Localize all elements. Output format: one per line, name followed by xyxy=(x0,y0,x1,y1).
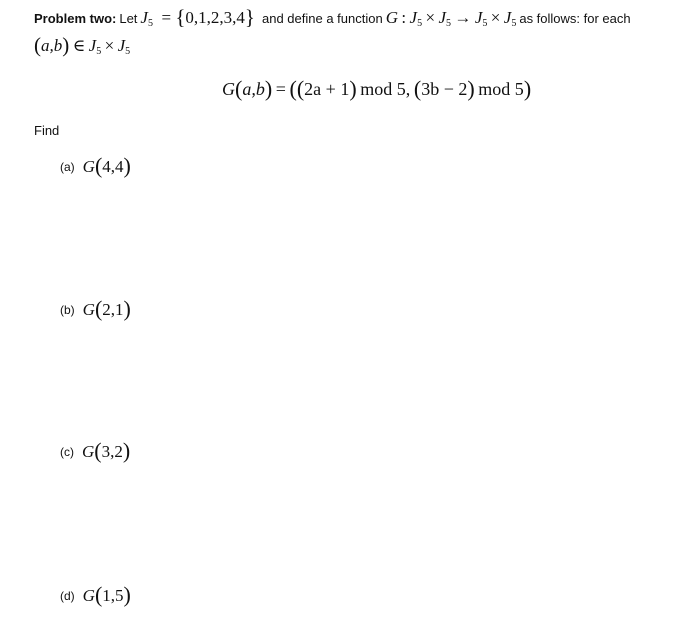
function-formula: G(a,b) = ((2a + 1) mod 5, (3b − 2) mod 5) xyxy=(222,76,532,101)
part-c xyxy=(60,438,131,463)
set-elements: 0,1,2,3,4 xyxy=(185,8,245,27)
part-label: (b) xyxy=(60,303,75,317)
find-label: Find xyxy=(34,123,60,138)
part-expression: G(1,5) xyxy=(82,582,131,607)
domain-membership: (a,b) ∈ $J_5 \times J_5$ xyxy=(34,33,131,57)
part-expression: G(3,2) xyxy=(82,438,131,463)
part-b xyxy=(60,296,131,321)
part-label: (d) xyxy=(60,589,75,603)
part-d xyxy=(60,582,131,607)
problem-statement-line xyxy=(34,5,634,31)
part-expression: G(4,4) xyxy=(82,153,131,178)
for-each-text: as follows: for each xyxy=(519,10,631,26)
formula-second-expr: 3b − 2 xyxy=(421,79,468,99)
problem-label: Problem two: xyxy=(34,10,117,26)
part-label: (c) xyxy=(60,445,74,459)
formula-first-expr: 2a + 1 xyxy=(304,79,350,99)
function-signature: G : $J_5 \times J_5 \to J_5 \times J_5$ xyxy=(385,8,517,29)
define-text: and define a function xyxy=(262,10,383,26)
part-a xyxy=(60,153,131,178)
part-expression: G(2,1) xyxy=(82,296,131,321)
part-label: (a) xyxy=(60,160,75,174)
set-definition: $J_5 = \{0,1,2,3,4\}$ xyxy=(140,5,255,29)
let-text: Let xyxy=(119,10,138,26)
